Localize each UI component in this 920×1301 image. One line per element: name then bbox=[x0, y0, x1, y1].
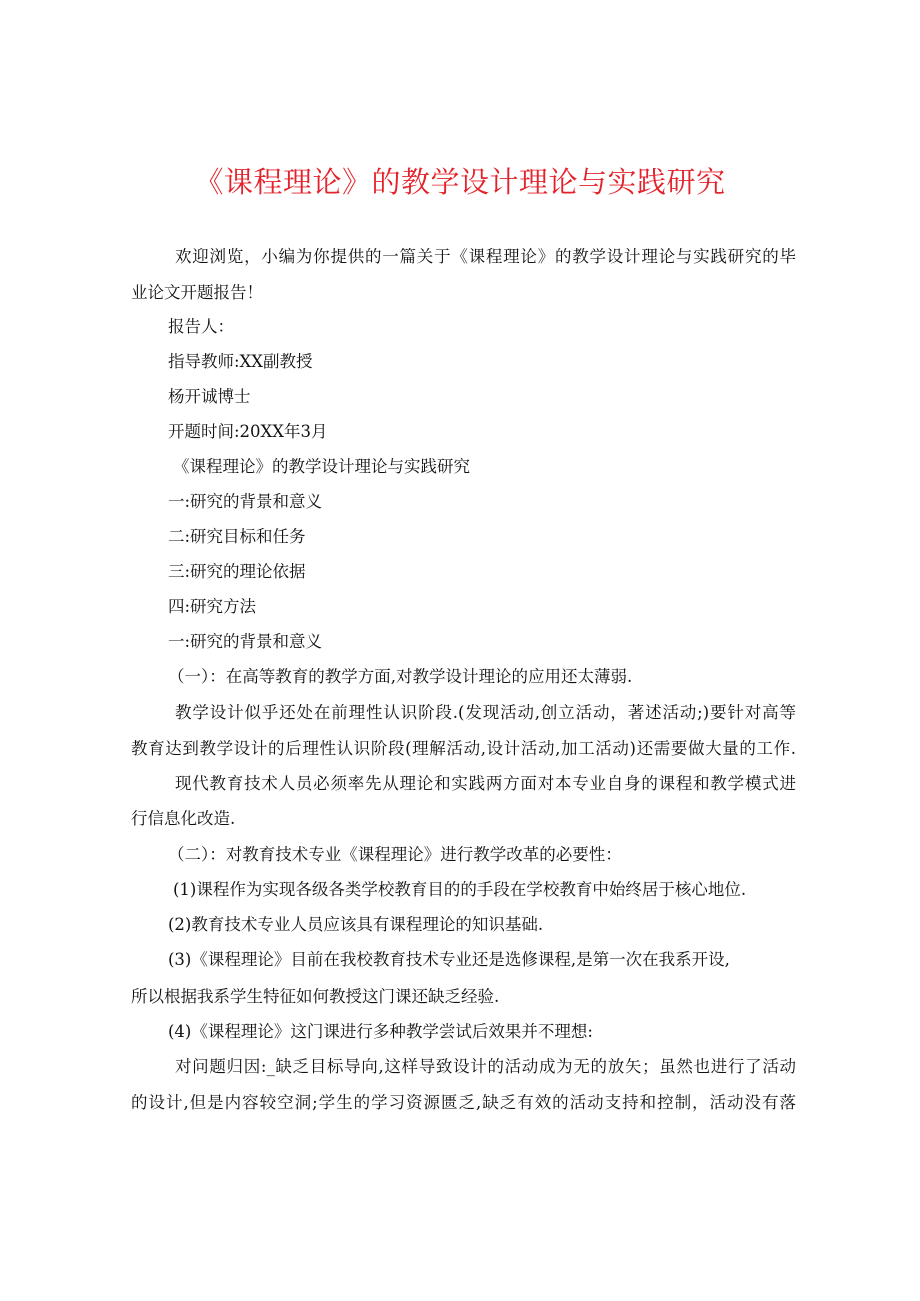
document-title: 《课程理论》的教学设计理论与实践研究 bbox=[194, 165, 726, 199]
paragraph-1-line-2: 教育达到教学设计的后理性认识阶段(理解活动,设计活动,加工活动)还需要做大量的工作. bbox=[131, 739, 796, 758]
paragraph-2-line-1: 现代教育技术人员必须率先从理论和实践两方面对本专业自身的课程和教学模式进 bbox=[175, 774, 796, 793]
reporter-label: 报告人： bbox=[168, 317, 234, 336]
intro-line-2: 业论文开题报告！ bbox=[131, 283, 263, 302]
outline-item-2: 二:研究目标和任务 bbox=[168, 527, 306, 546]
list-item-4: (4)《课程理论》这门课进行多种教学尝试后效果并不理想: bbox=[168, 1022, 593, 1041]
paragraph-3-line-1: 对问题归因:_缺乏目标导向,这样导致设计的活动成为无的放矢；虽然也进行了活动 bbox=[175, 1057, 796, 1076]
section-heading: 一:研究的背景和意义 bbox=[168, 632, 323, 651]
outline-item-3: 三:研究的理论依据 bbox=[168, 562, 306, 581]
subsection-2-heading: （二）：对教育技术专业《课程理论》进行教学改革的必要性： bbox=[168, 845, 622, 864]
advisor-name-line: 杨开诚博士 bbox=[168, 387, 251, 406]
paragraph-2-line-2: 行信息化改造. bbox=[131, 809, 236, 828]
intro-line-1: 欢迎浏览，小编为你提供的一篇关于《课程理论》的教学设计理论与实践研究的毕 bbox=[175, 247, 796, 266]
outline-item-1: 一:研究的背景和意义 bbox=[168, 492, 323, 511]
subtitle-line: 《课程理论》的教学设计理论与实践研究 bbox=[173, 457, 470, 476]
outline-item-4: 四:研究方法 bbox=[168, 597, 257, 616]
date-line: 开题时间:20XX年3月 bbox=[168, 422, 328, 441]
paragraph-3-line-2: 的设计,但是内容较空洞;学生的学习资源匮乏,缺乏有效的活动支持和控制，活动没有落 bbox=[131, 1093, 796, 1112]
advisor-line: 指导教师:XX副教授 bbox=[168, 352, 313, 371]
list-item-3-line-1: (3)《课程理论》目前在我校教育技术专业还是选修课程,是第一次在我系开设, bbox=[168, 950, 730, 969]
list-item-2: (2)教育技术专业人员应该具有课程理论的知识基础. bbox=[168, 915, 544, 934]
list-item-1: (1)课程作为实现各级各类学校教育目的的手段在学校教育中始终居于核心地位. bbox=[173, 880, 747, 899]
subsection-1-heading: （一）：在高等教育的教学方面,对教学设计理论的应用还太薄弱. bbox=[168, 667, 633, 686]
list-item-3-line-2: 所以根据我系学生特征如何教授这门课还缺乏经验. bbox=[131, 987, 500, 1006]
paragraph-1-line-1: 教学设计似乎还处在前理性认识阶段.(发现活动,创立活动，著述活动;)要针对高等 bbox=[175, 703, 796, 722]
